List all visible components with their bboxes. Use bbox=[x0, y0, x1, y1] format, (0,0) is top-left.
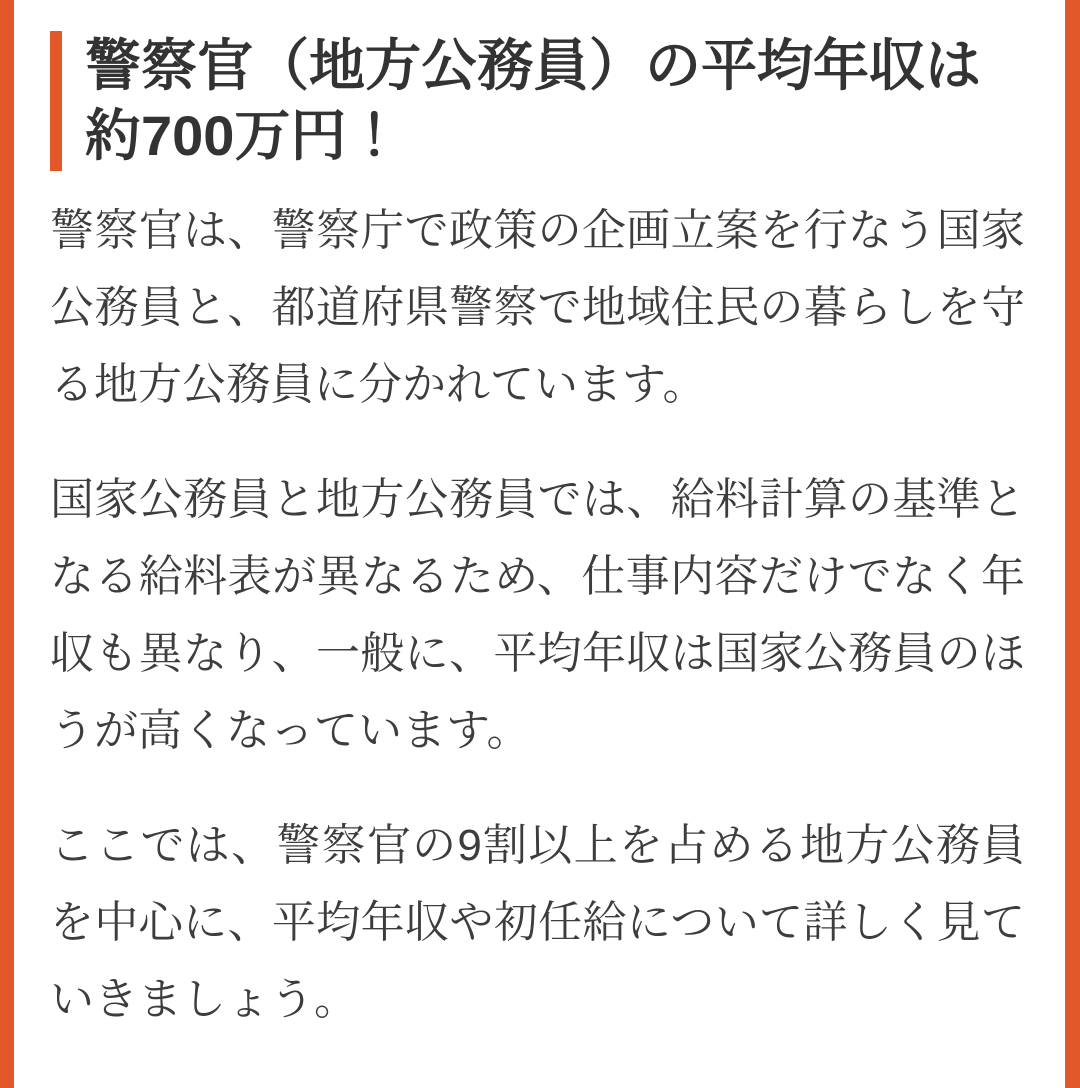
page-border-left bbox=[0, 0, 14, 1088]
heading-accent-bar bbox=[50, 31, 62, 171]
section-heading bbox=[50, 31, 1027, 171]
article-paragraph-2: 国家公務員と地方公務員では、給料計算の基準となる給料表が異なるため、仕事内容だけでなく年収も異なり、一般に、平均年収は国家公務員のほうが高くなっています。 bbox=[50, 475, 1025, 755]
section-heading-text: 警察官（地方公務員）の平均年収は約700万円！ bbox=[85, 34, 981, 167]
article-content bbox=[50, 0, 1027, 1038]
article-paragraph-1: 警察官は、警察庁で政策の企画立案を行なう国家公務員と、都道府県警察で地域住民の暮らしを守る地方公務員に分かれています。 bbox=[50, 206, 1025, 409]
page-border-right bbox=[1065, 0, 1080, 1088]
article-paragraph-3: ここでは、警察官の9割以上を占める地方公務員を中心に、平均年収や初任給について詳しく見ていきましょう。 bbox=[50, 821, 1026, 1024]
